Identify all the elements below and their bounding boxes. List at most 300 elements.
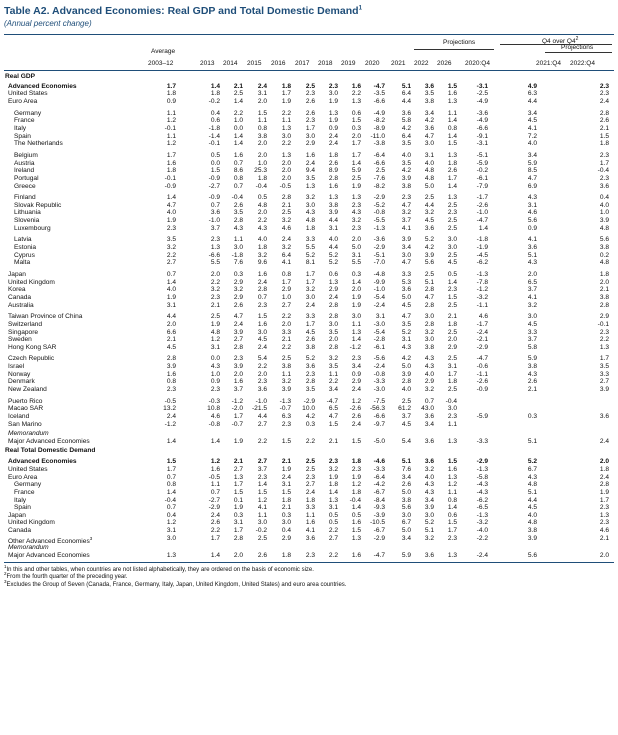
table-cell: 2.7 bbox=[305, 481, 315, 489]
table-cell: -6.7 bbox=[373, 527, 385, 535]
table-cell: 1.8 bbox=[257, 244, 267, 251]
table-cell: 2.2 bbox=[257, 363, 267, 371]
table-cell: -3.3 bbox=[373, 465, 385, 473]
table-cell: 4.7 bbox=[166, 201, 176, 209]
row-label: Belgium bbox=[14, 151, 38, 159]
table-cell: 1.6 bbox=[447, 465, 457, 473]
table-cell: 3.6 bbox=[401, 109, 411, 117]
table-cell: 4.3 bbox=[527, 259, 537, 267]
table-cell: 2.3 bbox=[257, 378, 267, 386]
table-row bbox=[0, 98, 618, 106]
table-cell: 4.4 bbox=[527, 496, 537, 504]
table-cell: 2.2 bbox=[257, 437, 267, 445]
table-cell: 5.6 bbox=[401, 504, 411, 512]
table-cell: 0.0 bbox=[233, 124, 243, 132]
table-cell: 2.0 bbox=[527, 271, 537, 278]
table-cell: -1.0 bbox=[476, 209, 488, 217]
table-cell: 1.3 bbox=[351, 194, 361, 202]
table-cell: 1.2 bbox=[210, 458, 220, 466]
table-cell: 2.0 bbox=[257, 151, 267, 159]
table-cell: 3.2 bbox=[527, 301, 537, 309]
table-cell: 1.7 bbox=[166, 465, 176, 473]
table-cell: -0.4 bbox=[231, 194, 243, 202]
table-cell: 1.5 bbox=[447, 82, 457, 90]
table-cell: 10.0 bbox=[302, 405, 315, 413]
table-cell: 3.9 bbox=[401, 236, 411, 244]
table-cell: -5.1 bbox=[373, 251, 385, 259]
row-label: Austria bbox=[14, 159, 35, 167]
table-cell: 2.0 bbox=[328, 336, 338, 344]
table-cell: -8.4 bbox=[373, 496, 385, 504]
table-cell: 6.5 bbox=[328, 405, 338, 413]
table-cell: -6.6 bbox=[373, 98, 385, 105]
table-cell: 5.6 bbox=[527, 217, 537, 225]
row-label: Other Advanced Economies$^3$ bbox=[8, 535, 93, 545]
table-cell: 2.6 bbox=[305, 98, 315, 105]
table-cell: -2.4 bbox=[476, 328, 488, 336]
table-cell: -5.6 bbox=[373, 355, 385, 363]
table-cell: 4.1 bbox=[527, 293, 537, 301]
table-cell: 2.3 bbox=[599, 328, 609, 336]
table-cell: 3.2 bbox=[424, 328, 434, 336]
table-cell: 1.4 bbox=[447, 182, 457, 190]
table-cell: 3.6 bbox=[424, 224, 434, 232]
table-cell: 3.1 bbox=[401, 336, 411, 344]
table-cell: 2.3 bbox=[305, 117, 315, 125]
row-label: Luxembourg bbox=[14, 224, 51, 232]
table-cell: -9.9 bbox=[373, 278, 385, 286]
row-label: Finland bbox=[14, 194, 36, 202]
table-cell: 2.0 bbox=[257, 209, 267, 217]
table-cell: 2.0 bbox=[233, 552, 243, 559]
table-cell: 1.3 bbox=[447, 473, 457, 481]
table-cell: 6.7 bbox=[527, 465, 537, 473]
table-cell: 1.4 bbox=[351, 159, 361, 167]
row-label: San Marino bbox=[8, 420, 42, 428]
table-cell: 4.6 bbox=[281, 224, 291, 232]
table-cell: 3.5 bbox=[305, 386, 315, 393]
table-cell: 2.7 bbox=[328, 534, 338, 542]
table-cell: 2.3 bbox=[166, 224, 176, 232]
table-row bbox=[0, 140, 618, 148]
table-cell: -0.9 bbox=[208, 194, 220, 202]
table-cell: -6.6 bbox=[373, 159, 385, 167]
table-cell: 4.4 bbox=[424, 201, 434, 209]
table-cell: 2.0 bbox=[257, 370, 267, 378]
table-cell: 0.8 bbox=[166, 378, 176, 386]
table-cell: 2.1 bbox=[281, 201, 291, 209]
table-cell: -10.5 bbox=[369, 519, 385, 527]
row-label: Japan bbox=[8, 511, 26, 519]
table-cell: 3.6 bbox=[599, 182, 609, 190]
table-cell: 2.6 bbox=[305, 336, 315, 344]
table-cell: 5.0 bbox=[401, 293, 411, 301]
table-cell: 2.6 bbox=[328, 159, 338, 167]
table-cell: 1.4 bbox=[257, 481, 267, 489]
table-cell: 7.2 bbox=[527, 132, 537, 140]
table-cell: 4.8 bbox=[257, 201, 267, 209]
table-cell: -0.1 bbox=[164, 174, 176, 182]
table-cell: -3.9 bbox=[373, 511, 385, 519]
table-cell: 1.2 bbox=[351, 397, 361, 405]
table-cell: 3.1 bbox=[447, 363, 457, 371]
table-cell: 3.8 bbox=[424, 98, 434, 105]
table-cell: 3.2 bbox=[210, 286, 220, 294]
column-header: 2019 bbox=[341, 60, 356, 67]
table-cell: 4.7 bbox=[424, 293, 434, 301]
table-cell: -3.3 bbox=[476, 437, 488, 445]
table-cell: 3.3 bbox=[305, 504, 315, 512]
column-header: 2020:Q4 bbox=[465, 60, 490, 67]
table-cell: -8.2 bbox=[373, 117, 385, 125]
table-cell: 0.3 bbox=[305, 420, 315, 428]
table-cell: 1.5 bbox=[257, 313, 267, 321]
table-cell: 3.8 bbox=[281, 363, 291, 371]
table-cell: 2.9 bbox=[351, 378, 361, 386]
table-cell: -1.8 bbox=[231, 251, 243, 259]
table-cell: 5.6 bbox=[527, 552, 537, 559]
table-cell: 5.1 bbox=[401, 82, 411, 90]
table-cell: 3.8 bbox=[305, 343, 315, 351]
table-cell: 1.8 bbox=[351, 488, 361, 496]
table-cell: 2.0 bbox=[257, 98, 267, 105]
table-cell: 2.6 bbox=[233, 301, 243, 309]
table-cell: -0.9 bbox=[476, 386, 488, 393]
section-title-label: Real Total Domestic Demand bbox=[5, 446, 96, 454]
table-cell: 2.4 bbox=[328, 293, 338, 301]
table-cell: 4.7 bbox=[328, 413, 338, 420]
table-cell: 1.2 bbox=[257, 496, 267, 504]
column-header: 2021 bbox=[391, 60, 406, 67]
table-cell: 4.0 bbox=[424, 159, 434, 167]
table-cell: 2.3 bbox=[166, 386, 176, 393]
row-label: Latvia bbox=[14, 236, 32, 244]
table-cell: 0.7 bbox=[210, 488, 220, 496]
table-cell: 4.2 bbox=[401, 167, 411, 175]
table-cell: 3.1 bbox=[281, 481, 291, 489]
table-cell: 1.1 bbox=[166, 132, 176, 140]
table-cell: -4.7 bbox=[476, 355, 488, 363]
table-row bbox=[0, 225, 618, 233]
table-cell: 1.6 bbox=[166, 370, 176, 378]
table-cell: 1.5 bbox=[281, 488, 291, 496]
row-label: Spain bbox=[14, 504, 31, 512]
table-cell: 3.6 bbox=[401, 286, 411, 294]
table-cell: 1.1 bbox=[351, 320, 361, 328]
table-cell: 2.6 bbox=[233, 201, 243, 209]
row-label: Advanced Economies bbox=[8, 82, 77, 90]
table-cell: 1.3 bbox=[233, 473, 243, 481]
table-cell: 2.6 bbox=[305, 109, 315, 117]
table-cell: 2.4 bbox=[281, 473, 291, 481]
row-label: Czech Republic bbox=[8, 355, 55, 363]
table-row bbox=[0, 552, 618, 560]
table-cell: 2.6 bbox=[257, 552, 267, 559]
table-cell: 1.2 bbox=[166, 117, 176, 125]
table-cell: -3.2 bbox=[476, 519, 488, 527]
row-label: Puerto Rico bbox=[8, 397, 43, 405]
row-label: Japan bbox=[8, 271, 26, 278]
table-cell: 3.1 bbox=[424, 151, 434, 159]
table-cell: 2.3 bbox=[447, 286, 457, 294]
table-cell: 5.1 bbox=[424, 527, 434, 535]
table-cell: 4.3 bbox=[401, 343, 411, 351]
table-cell: 3.4 bbox=[527, 151, 537, 159]
table-cell: -2.9 bbox=[476, 458, 488, 466]
table-cell: -1.2 bbox=[164, 420, 176, 428]
table-cell: -1.2 bbox=[476, 286, 488, 294]
table-cell: 0.9 bbox=[166, 98, 176, 105]
table-cell: 2.2 bbox=[257, 217, 267, 225]
table-cell: 2.3 bbox=[599, 174, 609, 182]
projections-rule bbox=[414, 49, 494, 50]
table-cell: 2.8 bbox=[599, 109, 609, 117]
table-cell: 1.2 bbox=[351, 481, 361, 489]
table-cell: 2.3 bbox=[233, 355, 243, 363]
table-cell: 4.1 bbox=[527, 124, 537, 132]
table-cell: 4.0 bbox=[527, 140, 537, 148]
table-cell: 3.2 bbox=[401, 209, 411, 217]
table-cell: 3.0 bbox=[424, 313, 434, 321]
table-cell: 1.7 bbox=[233, 481, 243, 489]
row-label: France bbox=[14, 117, 35, 125]
table-cell: 3.0 bbox=[447, 236, 457, 244]
table-cell: 1.3 bbox=[447, 552, 457, 559]
table-cell: 3.2 bbox=[305, 194, 315, 202]
row-label: Lithuania bbox=[14, 209, 41, 217]
table-cell: 4.8 bbox=[599, 224, 609, 232]
table-cell: 7.6 bbox=[401, 465, 411, 473]
table-cell: 3.1 bbox=[257, 90, 267, 98]
table-cell: 1.8 bbox=[328, 151, 338, 159]
section-title bbox=[0, 73, 618, 81]
table-cell: 2.5 bbox=[210, 313, 220, 321]
table-cell: 1.3 bbox=[166, 552, 176, 559]
table-cell: 4.5 bbox=[166, 343, 176, 351]
table-cell: 0.7 bbox=[166, 473, 176, 481]
table-cell: -2.9 bbox=[373, 194, 385, 202]
table-cell: 6.4 bbox=[401, 90, 411, 98]
table-cell: -6.4 bbox=[373, 473, 385, 481]
table-cell: 4.7 bbox=[401, 201, 411, 209]
table-cell: 1.5 bbox=[447, 458, 457, 466]
table-cell: 5.9 bbox=[527, 159, 537, 167]
table-cell: 1.4 bbox=[447, 132, 457, 140]
table-cell: 0.7 bbox=[210, 201, 220, 209]
table-cell: 4.0 bbox=[401, 386, 411, 393]
row-label: Italy bbox=[14, 496, 27, 504]
table-cell: -11.0 bbox=[370, 132, 385, 140]
table-cell: 3.5 bbox=[401, 140, 411, 148]
table-cell: 2.3 bbox=[351, 465, 361, 473]
table-cell: 2.3 bbox=[328, 458, 338, 466]
table-cell: -0.4 bbox=[597, 167, 609, 175]
table-cell: -3.6 bbox=[373, 236, 385, 244]
row-label: Denmark bbox=[8, 378, 35, 386]
row-label: Macao SAR bbox=[8, 405, 44, 413]
table-cell: 3.0 bbox=[424, 336, 434, 344]
table-cell: 3.0 bbox=[305, 201, 315, 209]
table-cell: 3.1 bbox=[328, 504, 338, 512]
table-cell: 0.5 bbox=[210, 151, 220, 159]
table-cell: 3.4 bbox=[401, 473, 411, 481]
table-cell: 3.3 bbox=[599, 370, 609, 378]
table-cell: 4.2 bbox=[424, 117, 434, 125]
table-cell: 2.4 bbox=[328, 140, 338, 148]
table-cell: 3.8 bbox=[328, 201, 338, 209]
table-cell: 4.0 bbox=[166, 286, 176, 294]
table-cell: 1.9 bbox=[233, 437, 243, 445]
table-cell: 3.7 bbox=[527, 336, 537, 344]
header-rule bbox=[4, 70, 614, 71]
table-cell: 5.6 bbox=[599, 236, 609, 244]
table-cell: 3.9 bbox=[599, 217, 609, 225]
table-cell: 1.4 bbox=[351, 336, 361, 344]
table-cell: 1.5 bbox=[166, 458, 176, 466]
table-cell: -1.1 bbox=[476, 301, 488, 309]
table-cell: 3.0 bbox=[281, 132, 291, 140]
table-cell: 1.9 bbox=[351, 293, 361, 301]
table-cell: 1.8 bbox=[281, 82, 291, 90]
table-cell: 3.2 bbox=[424, 465, 434, 473]
table-cell: 4.1 bbox=[257, 504, 267, 512]
table-title: Table A2. Advanced Economies: Real GDP and Total Domestic Demand$^1$ bbox=[4, 5, 362, 17]
table-cell: -1.2 bbox=[231, 397, 243, 405]
column-header: 2016 bbox=[271, 60, 286, 67]
table-cell: 3.2 bbox=[351, 217, 361, 225]
table-cell: 1.7 bbox=[305, 278, 315, 286]
table-cell: 1.1 bbox=[281, 370, 291, 378]
table-cell: 0.3 bbox=[351, 124, 361, 132]
table-cell: 1.4 bbox=[447, 504, 457, 512]
table-cell: 0.4 bbox=[166, 511, 176, 519]
table-cell: 0.0 bbox=[210, 355, 220, 363]
table-cell: 6.3 bbox=[281, 413, 291, 420]
table-cell: 3.5 bbox=[328, 363, 338, 371]
table-cell: 1.4 bbox=[478, 224, 488, 232]
table-cell: 1.4 bbox=[447, 117, 457, 125]
projections2-header: Projections bbox=[561, 44, 594, 51]
table-cell: 2.3 bbox=[210, 236, 220, 244]
table-cell: 1.3 bbox=[328, 278, 338, 286]
table-cell: 3.4 bbox=[351, 363, 361, 371]
table-cell: 5.0 bbox=[424, 182, 434, 190]
table-cell: 3.0 bbox=[424, 140, 434, 148]
table-cell: 1.3 bbox=[351, 328, 361, 336]
table-cell: -3.1 bbox=[476, 82, 488, 90]
table-cell: 1.7 bbox=[233, 413, 243, 420]
table-cell: 4.8 bbox=[424, 174, 434, 182]
table-cell: 1.1 bbox=[210, 481, 220, 489]
table-cell: 0.2 bbox=[599, 251, 609, 259]
table-cell: 4.3 bbox=[351, 209, 361, 217]
table-cell: 3.2 bbox=[328, 355, 338, 363]
table-cell: 5.2 bbox=[401, 328, 411, 336]
table-cell: 2.7 bbox=[599, 378, 609, 386]
table-cell: -6.6 bbox=[208, 251, 220, 259]
table-cell: 2.4 bbox=[210, 511, 220, 519]
table-cell: -2.1 bbox=[476, 336, 488, 344]
table-cell: -0.5 bbox=[208, 473, 220, 481]
table-cell: 1.0 bbox=[599, 209, 609, 217]
table-cell: 9.4 bbox=[305, 167, 315, 175]
table-cell: 2.8 bbox=[599, 481, 609, 489]
row-label: United States bbox=[8, 465, 48, 473]
average-header: Average bbox=[151, 48, 176, 55]
table-cell: 4.7 bbox=[401, 259, 411, 267]
table-cell: -5.8 bbox=[476, 473, 488, 481]
table-cell: 1.7 bbox=[351, 151, 361, 159]
table-cell: -0.9 bbox=[208, 174, 220, 182]
table-cell: -2.0 bbox=[231, 405, 243, 413]
table-cell: 2.8 bbox=[233, 534, 243, 542]
table-cell: 2.4 bbox=[257, 82, 267, 90]
table-cell: 3.8 bbox=[401, 182, 411, 190]
table-cell: -4.3 bbox=[476, 481, 488, 489]
table-cell: 2.2 bbox=[599, 336, 609, 344]
row-label: Korea bbox=[8, 286, 26, 294]
table-cell: 1.3 bbox=[351, 98, 361, 105]
table-cell: 6.4 bbox=[401, 132, 411, 140]
table-cell: -0.8 bbox=[373, 209, 385, 217]
table-cell: 3.2 bbox=[257, 251, 267, 259]
table-cell: 1.1 bbox=[281, 117, 291, 125]
table-cell: 3.5 bbox=[328, 328, 338, 336]
row-label: Spain bbox=[14, 132, 31, 140]
table-cell: 2.8 bbox=[257, 286, 267, 294]
table-cell: 1.9 bbox=[351, 301, 361, 309]
table-cell: 5.2 bbox=[527, 458, 537, 466]
table-cell: 3.2 bbox=[424, 534, 434, 542]
table-cell: -0.9 bbox=[164, 182, 176, 190]
table-cell: -0.7 bbox=[231, 420, 243, 428]
table-cell: 1.4 bbox=[210, 552, 220, 559]
column-header: 2017 bbox=[295, 60, 310, 67]
table-cell: -4.0 bbox=[476, 527, 488, 535]
table-cell: 4.0 bbox=[599, 201, 609, 209]
table-cell: 2.4 bbox=[599, 473, 609, 481]
table-cell: 2.3 bbox=[599, 519, 609, 527]
table-cell: 2.6 bbox=[599, 117, 609, 125]
table-cell: 3.7 bbox=[233, 386, 243, 393]
table-cell: 1.5 bbox=[351, 527, 361, 535]
table-cell: 4.3 bbox=[257, 224, 267, 232]
table-cell: 3.0 bbox=[257, 519, 267, 527]
table-cell: 1.9 bbox=[599, 488, 609, 496]
table-cell: 3.6 bbox=[424, 458, 434, 466]
table-cell: 3.5 bbox=[599, 363, 609, 371]
table-cell: -5.0 bbox=[373, 437, 385, 445]
table-cell: -0.5 bbox=[164, 397, 176, 405]
table-cell: 4.8 bbox=[210, 328, 220, 336]
table-cell: -5.9 bbox=[476, 413, 488, 420]
table-cell: 7.6 bbox=[233, 259, 243, 267]
row-label: Malta bbox=[14, 259, 31, 267]
row-label: Portugal bbox=[14, 174, 39, 182]
table-cell: -4.9 bbox=[476, 98, 488, 105]
table-cell: -8.9 bbox=[373, 124, 385, 132]
table-cell: 6.5 bbox=[527, 278, 537, 286]
table-cell: 2.8 bbox=[424, 320, 434, 328]
row-label: Memorandum bbox=[8, 544, 49, 552]
table-subtitle: (Annual percent change) bbox=[4, 19, 92, 28]
table-cell: 0.8 bbox=[257, 124, 267, 132]
table-cell: 4.7 bbox=[527, 174, 537, 182]
table-cell: 0.7 bbox=[424, 397, 434, 405]
table-cell: 3.5 bbox=[401, 159, 411, 167]
table-cell: -2.9 bbox=[373, 534, 385, 542]
table-cell: 1.9 bbox=[328, 473, 338, 481]
